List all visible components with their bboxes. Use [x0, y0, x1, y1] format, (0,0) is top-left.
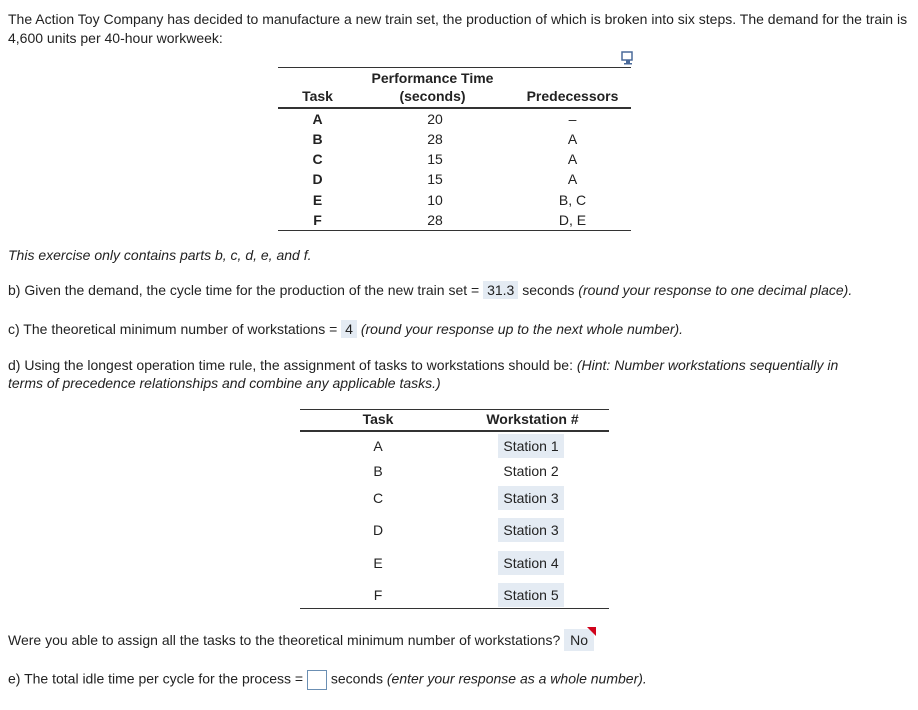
part-e-suffix: seconds: [330, 670, 383, 687]
predecessor-cell: A: [567, 151, 578, 167]
col-header-task: Task: [362, 411, 394, 427]
idle-time-input[interactable]: [307, 670, 327, 690]
part-c-prefix: c) The theoretical minimum number of workstations =: [8, 321, 338, 337]
task-cell: D: [312, 171, 323, 187]
part-e: [8, 670, 647, 690]
predecessor-cell: A: [567, 131, 578, 147]
table-rule: [278, 107, 631, 109]
task-cell: A: [373, 438, 383, 454]
predecessor-cell: D, E: [558, 212, 587, 228]
station-select[interactable]: Station 3: [498, 486, 564, 510]
part-e-prefix: e) The total idle time per cycle for the process =: [8, 670, 304, 687]
problem-intro: The Action Toy Company has decided to manufacture a new train set, the production of which is broken into six steps. The demand for the train is 4,600 units per 40-hour workweek:: [8, 11, 908, 46]
table-rule: [300, 430, 609, 432]
station-select[interactable]: Station 1: [498, 434, 564, 458]
yes-no-answer-value: No: [570, 632, 589, 648]
predecessor-cell: B, C: [558, 192, 587, 208]
col-header-performance-unit: (seconds): [399, 88, 466, 104]
station-select[interactable]: Station 2: [503, 463, 559, 479]
table-rule: [278, 230, 631, 231]
time-cell: 10: [427, 192, 443, 208]
yes-no-answer[interactable]: [564, 629, 594, 651]
time-cell: 15: [427, 171, 443, 187]
task-cell: C: [312, 151, 323, 167]
part-d-prefix: d) Using the longest operation time rule, the assignment of tasks to workstations should be:: [8, 357, 573, 373]
time-cell: 15: [427, 151, 443, 167]
part-b-hint: (round your response to one decimal place).: [578, 282, 853, 298]
incorrect-flag-icon: [587, 627, 596, 636]
station-select[interactable]: Station 3: [498, 518, 564, 542]
task-cell: F: [313, 212, 322, 228]
cycle-time-answer[interactable]: 31.3: [483, 281, 518, 299]
station-select[interactable]: Station 5: [498, 583, 564, 607]
min-workstations-question: [8, 629, 594, 651]
question-text: Were you able to assign all the tasks to the theoretical minimum number of workstations?: [8, 632, 561, 648]
part-d: [8, 357, 838, 373]
part-e-hint: (enter your response as a whole number).: [386, 670, 647, 687]
min-workstations-answer[interactable]: 4: [341, 320, 357, 338]
task-cell: C: [372, 490, 384, 506]
copy-icon[interactable]: [620, 50, 636, 66]
task-cell: D: [372, 522, 384, 538]
table-rule: [278, 67, 631, 68]
part-b-suffix: seconds: [522, 282, 575, 298]
col-header-workstation: Workstation #: [486, 411, 579, 427]
predecessor-cell: –: [568, 111, 577, 127]
part-b: [8, 281, 852, 299]
exercise-note: This exercise only contains parts b, c, d, e, and f.: [8, 247, 312, 263]
part-c: [8, 320, 683, 338]
part-c-hint: (round your response up to the next whole number).: [360, 321, 684, 337]
task-cell: B: [373, 463, 383, 479]
part-d-hint-continued: terms of precedence relationships and combine any applicable tasks.): [8, 375, 441, 391]
predecessor-cell: A: [567, 171, 578, 187]
col-header-performance-time: Performance Time: [371, 70, 494, 86]
time-cell: 28: [427, 212, 443, 228]
task-cell: B: [312, 131, 323, 147]
task-cell: E: [312, 192, 323, 208]
time-cell: 20: [427, 111, 443, 127]
task-cell: F: [373, 587, 383, 603]
table-rule: [300, 608, 609, 609]
station-select[interactable]: Station 4: [498, 551, 564, 575]
time-cell: 28: [427, 131, 443, 147]
table-rule: [300, 409, 609, 410]
part-b-prefix: b) Given the demand, the cycle time for the production of the new train set =: [8, 282, 480, 298]
part-d-hint: (Hint: Number workstations sequentially in: [576, 357, 839, 373]
task-cell: A: [312, 111, 323, 127]
task-cell: E: [373, 555, 383, 571]
col-header-task: Task: [302, 88, 333, 104]
col-header-predecessors: Predecessors: [526, 88, 619, 104]
